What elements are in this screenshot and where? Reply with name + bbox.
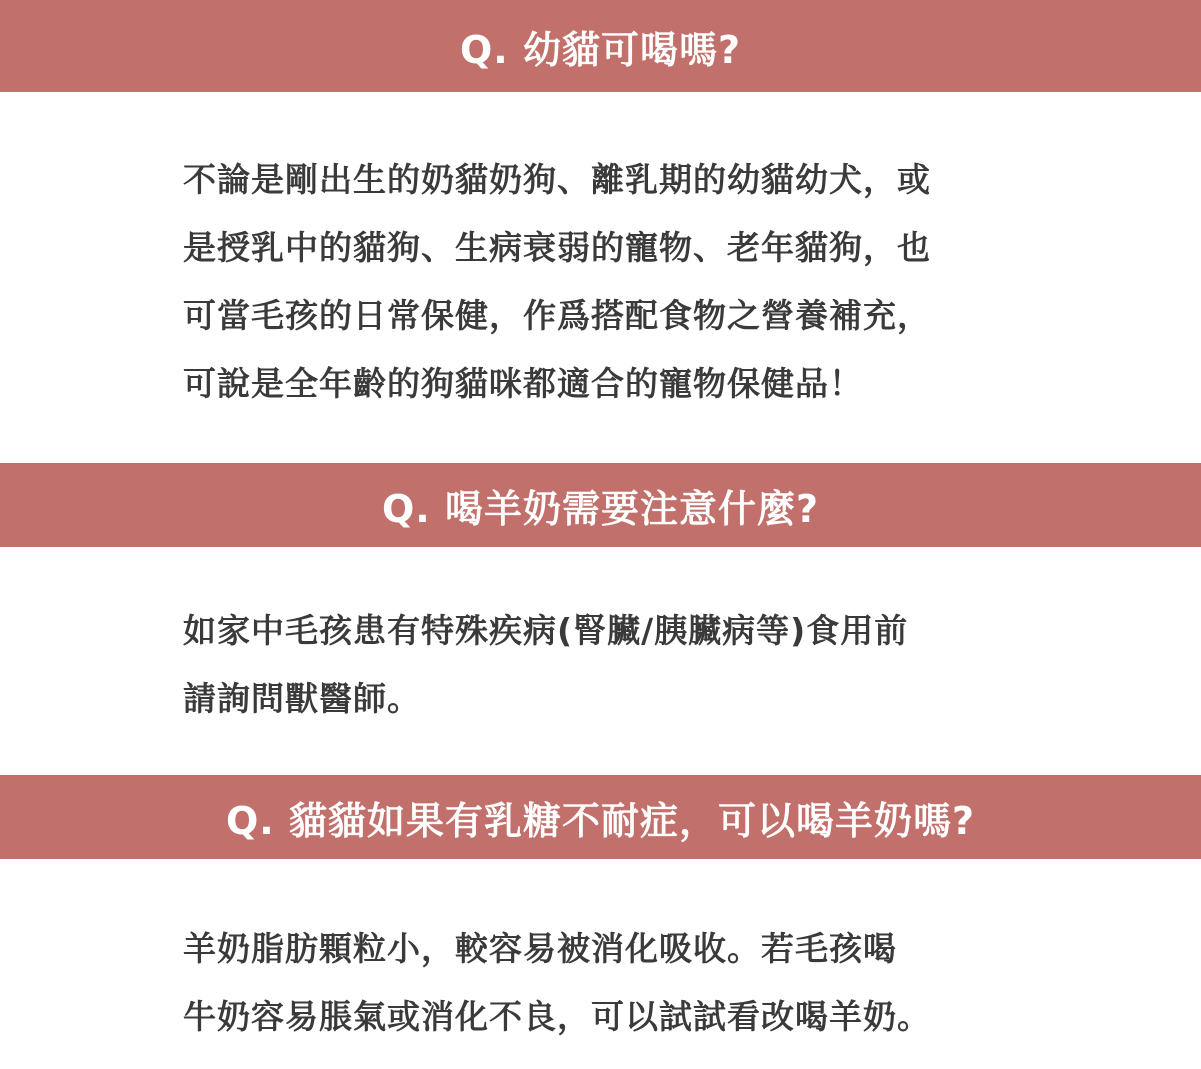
faq-answer-3 xyxy=(183,915,1083,1051)
faq-answer-1-line-3: 可當毛孩的日常保健，作爲搭配食物之營養補充， xyxy=(183,296,931,335)
faq-question-header-1 xyxy=(0,0,1201,92)
faq-answer-2 xyxy=(183,597,1083,733)
faq-answer-1 xyxy=(183,146,1083,418)
faq-answer-3-line-2: 牛奶容易脹氣或消化不良，可以試試看改喝羊奶。 xyxy=(183,997,931,1036)
faq-answer-1-line-1: 不論是剛出生的奶貓奶狗、離乳期的幼貓幼犬，或 xyxy=(183,160,931,199)
faq-answer-3-line-1: 羊奶脂肪顆粒小，較容易被消化吸收。若毛孩喝 xyxy=(183,929,897,968)
faq-question-header-3 xyxy=(0,775,1201,859)
faq-answer-2-line-2: 請詢問獸醫師。 xyxy=(183,679,421,718)
faq-question-2: Q. 喝羊奶需要注意什麼? xyxy=(381,486,819,531)
faq-question-header-2 xyxy=(0,463,1201,547)
faq-answer-2-line-1: 如家中毛孩患有特殊疾病(腎臟/胰臟病等)食用前 xyxy=(183,611,909,650)
faq-answer-1-line-2: 是授乳中的貓狗、生病衰弱的寵物、老年貓狗，也 xyxy=(183,228,931,267)
faq-answer-1-line-4: 可說是全年齡的狗貓咪都適合的寵物保健品！ xyxy=(183,364,863,403)
faq-question-3: Q. 貓貓如果有乳糖不耐症，可以喝羊奶嗎? xyxy=(225,798,975,843)
faq-question-1: Q. 幼貓可喝嗎? xyxy=(459,27,741,72)
